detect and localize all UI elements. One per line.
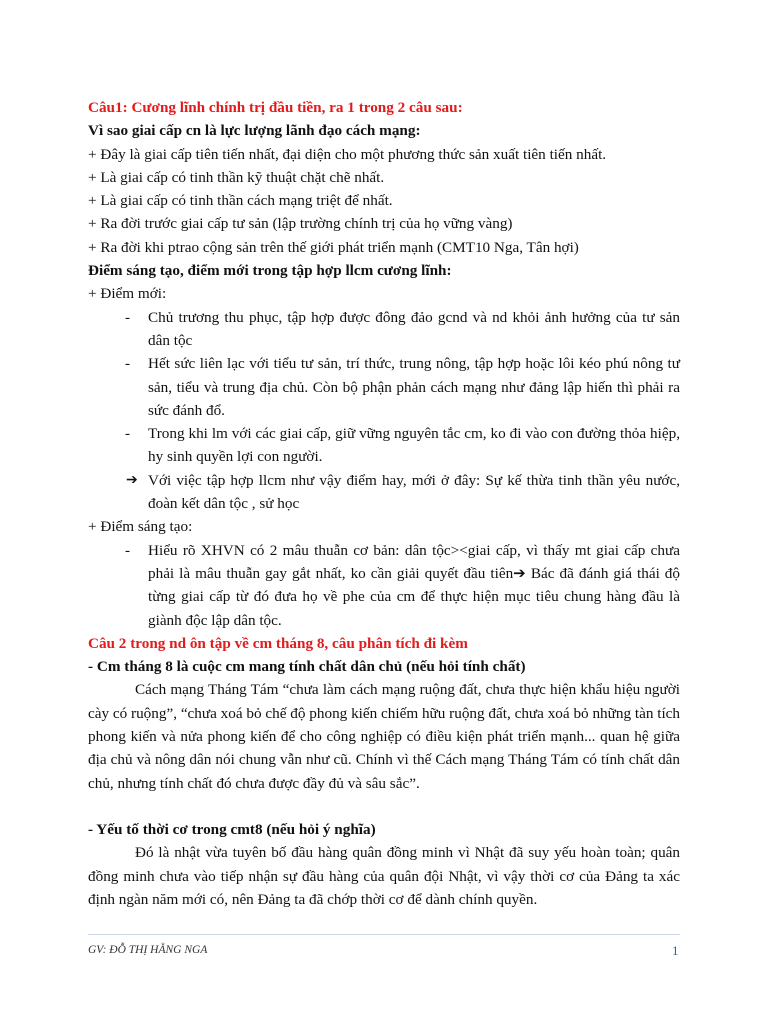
subheading-creative-points: Điểm sáng tạo, điểm mới trong tập hợp llcm cương lĩnh:	[88, 262, 452, 280]
subheading-why-worker-class: Vì sao giai cấp cn là lực lượng lãnh đạo cách mạng:	[88, 122, 421, 140]
subheading-opportunity: - Yếu tố thời cơ trong cmt8 (nếu hỏi ý nghĩa)	[88, 820, 376, 838]
new-point-item	[88, 306, 680, 353]
new-point-text: Hết sức liên lạc với tiểu tư sản, trí thức, trung nông, tập hợp hoặc lôi kéo phú nông tư sản, tiểu và trung địa chủ. Còn bộ phận phản cách mạng như đảng lập hiến thì phải ra sức đánh đổ.	[148, 355, 680, 419]
new-point-item	[88, 352, 680, 422]
heading-cau-2: Câu 2 trong nd ôn tập về cm tháng 8, câu phân tích đi kèm	[88, 634, 468, 652]
new-point-text: Trong khi lm với các giai cấp, giữ vững nguyên tắc cm, ko đi vào con đường thỏa hiệp, hy sinh quyền lợi con người.	[148, 425, 680, 466]
reason-item: + Là giai cấp có tinh thần cách mạng triệt để nhất.	[88, 192, 393, 210]
arrow-note-text: Với việc tập hợp llcm như vậy điểm hay, mới ở đây: Sự kế thừa tinh thần yêu nước, đoàn kết dân tộc , sử học	[148, 471, 680, 513]
dash-bullet: -	[125, 355, 131, 373]
paragraph-democratic-nature: Cách mạng Tháng Tám “chưa làm cách mạng ruộng đất, chưa thực hiện khẩu hiệu người cày có ruộng”, “chưa xoá bỏ chế độ phong kiến chiếm hữu ruộng đất, chưa xoá bỏ những tàn tích phong kiến và nửa phong kiến để cho công nghiệp có điều kiện phát triển mạnh... quan hệ giữa địa chủ và nông dân nói chung vẫn như cũ. Chính vì thế Cách mạng Tháng Tám có tính chất dân chủ, nhưng tính chất đó chưa được đầy đủ và sâu sắc”.	[88, 681, 680, 792]
blank-line	[88, 795, 680, 818]
page-number: 1	[672, 943, 679, 958]
reason-item: + Đây là giai cấp tiên tiến nhất, đại diện cho một phương thức sản xuất tiên tiến nhất.	[88, 145, 607, 163]
document-body	[88, 96, 680, 911]
dash-bullet: -	[125, 308, 131, 326]
new-points-label: + Điểm mới:	[88, 285, 167, 303]
footer-author: GV: ĐỖ THỊ HẰNG NGA	[88, 944, 208, 956]
creative-label: + Điểm sáng tạo:	[88, 518, 193, 536]
creative-point-item	[88, 539, 680, 632]
arrow-right-icon: ➔	[126, 472, 138, 488]
footer-divider	[88, 934, 680, 935]
dash-bullet: -	[125, 425, 131, 443]
paragraph-opportunity: Đó là nhật vừa tuyên bố đầu hàng quân đồng minh vì Nhật đã suy yếu hoàn toàn; quân đồng minh chưa vào tiếp nhận sự đầu hàng của quân đội Nhật, vì vậy thời cơ của Đảng ta xác định ngàn năm mới có, nên Đảng ta đã chớp thời cơ để dành chính quyền.	[88, 844, 680, 908]
arrow-note	[88, 469, 680, 516]
reason-item: + Ra đời trước giai cấp tư sản (lập trường chính trị của họ vững vàng)	[88, 215, 513, 233]
reason-item: + Là giai cấp có tinh thần kỹ thuật chặt chẽ nhất.	[88, 168, 385, 186]
dash-bullet: -	[125, 541, 131, 559]
subheading-democratic-nature: - Cm tháng 8 là cuộc cm mang tính chất dân chủ (nếu hỏi tính chất)	[88, 658, 526, 676]
heading-cau-1: Câu1: Cương lĩnh chính trị đầu tiền, ra 1 trong 2 câu sau:	[88, 99, 463, 116]
new-point-item	[88, 422, 680, 469]
reason-item: + Ra đời khi ptrao cộng sản trên thế giới phát triển mạnh (CMT10 Nga, Tân hợi)	[88, 238, 579, 256]
creative-point-text: Hiểu rõ XHVN có 2 mâu thuẫn cơ bản: dân tộc><giai cấp, vì thấy mt giai cấp chưa phải là mâu thuẫn gay gắt nhất, ko cần giải quyết đầu tiên➔ Bác đã đánh giá thái độ từng giai cấp từ đó đưa họ về phe của cm để thực hiện mục tiêu chung hàng đầu là giành độc lập dân tộc.	[148, 541, 680, 629]
new-point-text: Chủ trương thu phục, tập hợp được đông đảo gcnd và nd khỏi ảnh hưởng của tư sản dân tộc	[148, 308, 680, 349]
